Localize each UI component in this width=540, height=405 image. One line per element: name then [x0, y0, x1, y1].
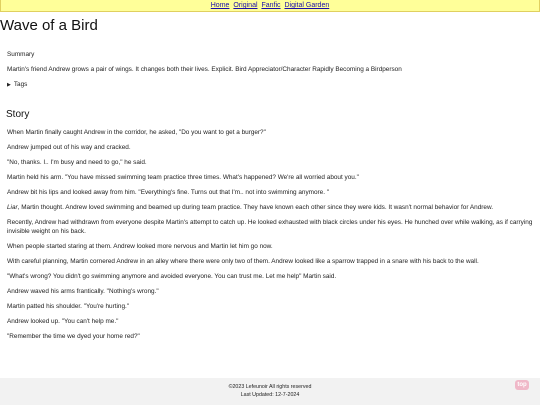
- story-paragraph: With careful planning, Martin cornered Andrew in an alley where there were only two of them. Andrew looked like a sparrow trapped in a snare with his back to the wall.: [7, 258, 479, 266]
- story-paragraph: "No, thanks. I.. I'm busy and need to go," he said.: [7, 159, 147, 167]
- nav-link-home[interactable]: Home: [210, 2, 230, 9]
- nav-link-digital-garden[interactable]: Digital Garden: [284, 2, 330, 9]
- disclosure-triangle-icon: ▶: [7, 81, 11, 88]
- story-paragraph: Andrew looked up. "You can't help me.": [7, 317, 119, 325]
- page-title: Wave of a Bird: [0, 17, 98, 34]
- story-paragraph: Andrew bit his lips and looked away from him. "Everything's fine. Turns out that I'm.. not into swimming anymore. ": [7, 189, 330, 197]
- story-paragraph: Martin held his arm. "You have missed swimming team practice three times. What's happened? We're all worried about you.": [7, 174, 359, 182]
- story-paragraph: Martin patted his shoulder. "You're hurting.": [7, 303, 130, 310]
- story-paragraph: "What's wrong? You didn't go swimming anymore and avoided everyone. You can trust me. Let me help" Martin said.: [7, 273, 337, 281]
- nav-link-original[interactable]: Original: [233, 2, 258, 9]
- footer-copyright: ©2023 Lefeunoir All rights reserved: [228, 384, 312, 390]
- top-nav-bar: [0, 0, 540, 12]
- story-paragraph: Andrew jumped out of his way and cracked.: [7, 144, 131, 152]
- story-paragraph-text: Martin thought. Andrew loved swimming and beamed up during team practice. They have known each other since they were kids. It wasn't normal behavior for Andrew.: [21, 204, 494, 212]
- summary-label: Summary: [7, 51, 35, 58]
- nav-link-fanfic[interactable]: Fanfic: [261, 2, 281, 9]
- story-paragraph: When people started staring at them. Andrew looked more nervous and Martin let him go now.: [7, 243, 273, 251]
- back-to-top-button[interactable]: top: [515, 380, 529, 390]
- story-paragraph: When Martin finally caught Andrew in the corridor, he asked, "Do you want to get a burger?": [7, 129, 266, 137]
- summary-text: Martin's friend Andrew grows a pair of wings. It changes both their lives. Explicit. Bird Appreciator/Character Rapidly Becoming a Birdperson: [7, 65, 402, 73]
- tags-label: Tags: [13, 80, 28, 88]
- story-paragraph: "Remember the time we dyed your home red?": [7, 332, 140, 340]
- story-heading: Story: [6, 108, 30, 120]
- story-italic-lead: Liar: [7, 204, 18, 212]
- story-paragraph: Liar, Martin thought. Andrew loved swimming and beamed up during team practice. They have known each other since they were kids. It wasn't normal behavior for Andrew.: [7, 204, 494, 212]
- page-footer: [0, 378, 540, 405]
- story-paragraph: Recently, Andrew had withdrawn from everyone despite Martin's attempt to catch up. He looked exhausted with black circles under his eyes. He hunched over while walking, as if carrying invisible weight on his back.: [7, 219, 533, 236]
- footer-last-updated: Last Updated: 12-7-2024: [240, 392, 300, 398]
- story-paragraph: Andrew waved his arms frantically. "Nothing's wrong.": [7, 288, 159, 296]
- main-content: [7, 51, 534, 348]
- tags-disclosure[interactable]: [7, 81, 534, 90]
